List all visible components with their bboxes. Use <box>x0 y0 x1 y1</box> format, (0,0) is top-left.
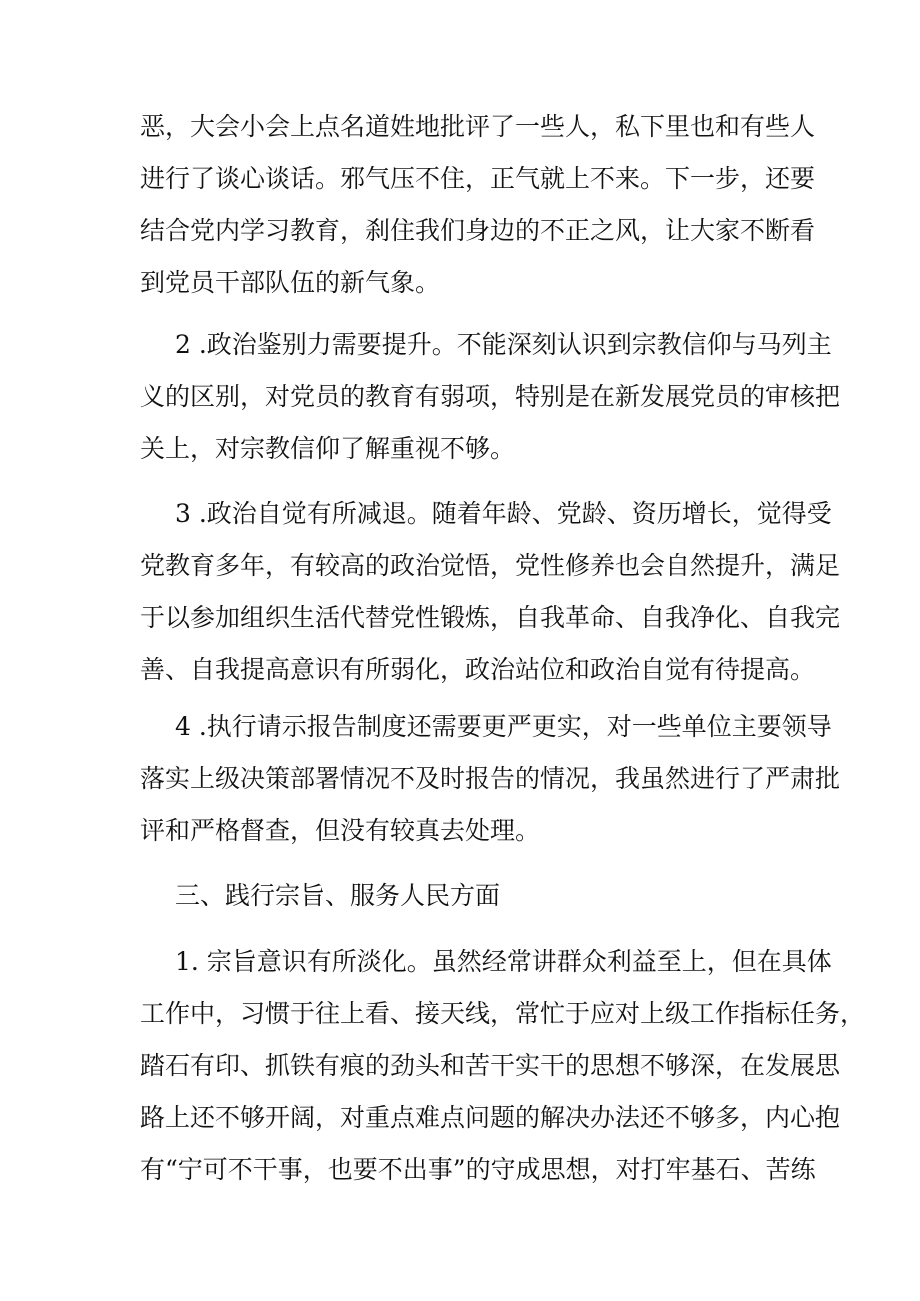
text-line: 有“宁可不干事，也要不出事”的守成思想，对打牢基石、苦练 <box>140 1155 816 1184</box>
text-line: 4 .执行请示报告制度还需要更严更实，对一些单位主要领导 <box>175 712 832 741</box>
text-line: 结合党内学习教育，刹住我们身边的不正之风，让大家不断看 <box>140 216 816 245</box>
heading-line: 三、践行宗旨、服务人民方面 <box>175 881 501 910</box>
text-line: 路上还不够开阔，对重点难点问题的解决办法还不够多，内心抱 <box>140 1103 841 1132</box>
text-line: 到党员干部队伍的新气象。 <box>140 268 441 297</box>
text-line: 落实上级决策部署情况不及时报告的情况，我虽然进行了严肃批 <box>140 764 841 793</box>
text-line: 评和严格督查，但没有较真去处理。 <box>140 816 541 845</box>
text-line: 1. 宗旨意识有所淡化。虽然经常讲群众利益至上，但在具体 <box>175 947 832 976</box>
text-line: 义的区别，对党员的教育有弱项，特别是在新发展党员的审核把 <box>140 382 841 411</box>
text-line: 善、自我提高意识有所弱化，政治站位和政治自觉有待提高。 <box>140 655 816 684</box>
text-line: 3 .政治自觉有所减退。随着年龄、党龄、资历增长，觉得受 <box>175 499 832 528</box>
text-line: 党教育多年，有较高的政治觉悟，党性修养也会自然提升，满足 <box>140 551 841 580</box>
text-line: 恶，大会小会上点名道姓地批评了一些人，私下里也和有些人 <box>140 112 816 141</box>
text-line: 2 .政治鉴别力需要提升。不能深刻认识到宗教信仰与马列主 <box>175 330 832 359</box>
text-line: 进行了谈心谈话。邪气压不住，正气就上不来。下一步，还要 <box>140 164 816 193</box>
text-line: 于以参加组织生活代替党性锻炼，自我革命、自我净化、自我完 <box>140 603 841 632</box>
text-line: 踏石有印、抓铁有痕的劲头和苦干实干的思想不够深，在发展思 <box>140 1051 841 1080</box>
text-line: 关上，对宗教信仰了解重视不够。 <box>140 434 516 463</box>
text-line: 工作中，习惯于往上看、接天线，常忙于应对上级工作指标任务， <box>140 999 866 1028</box>
